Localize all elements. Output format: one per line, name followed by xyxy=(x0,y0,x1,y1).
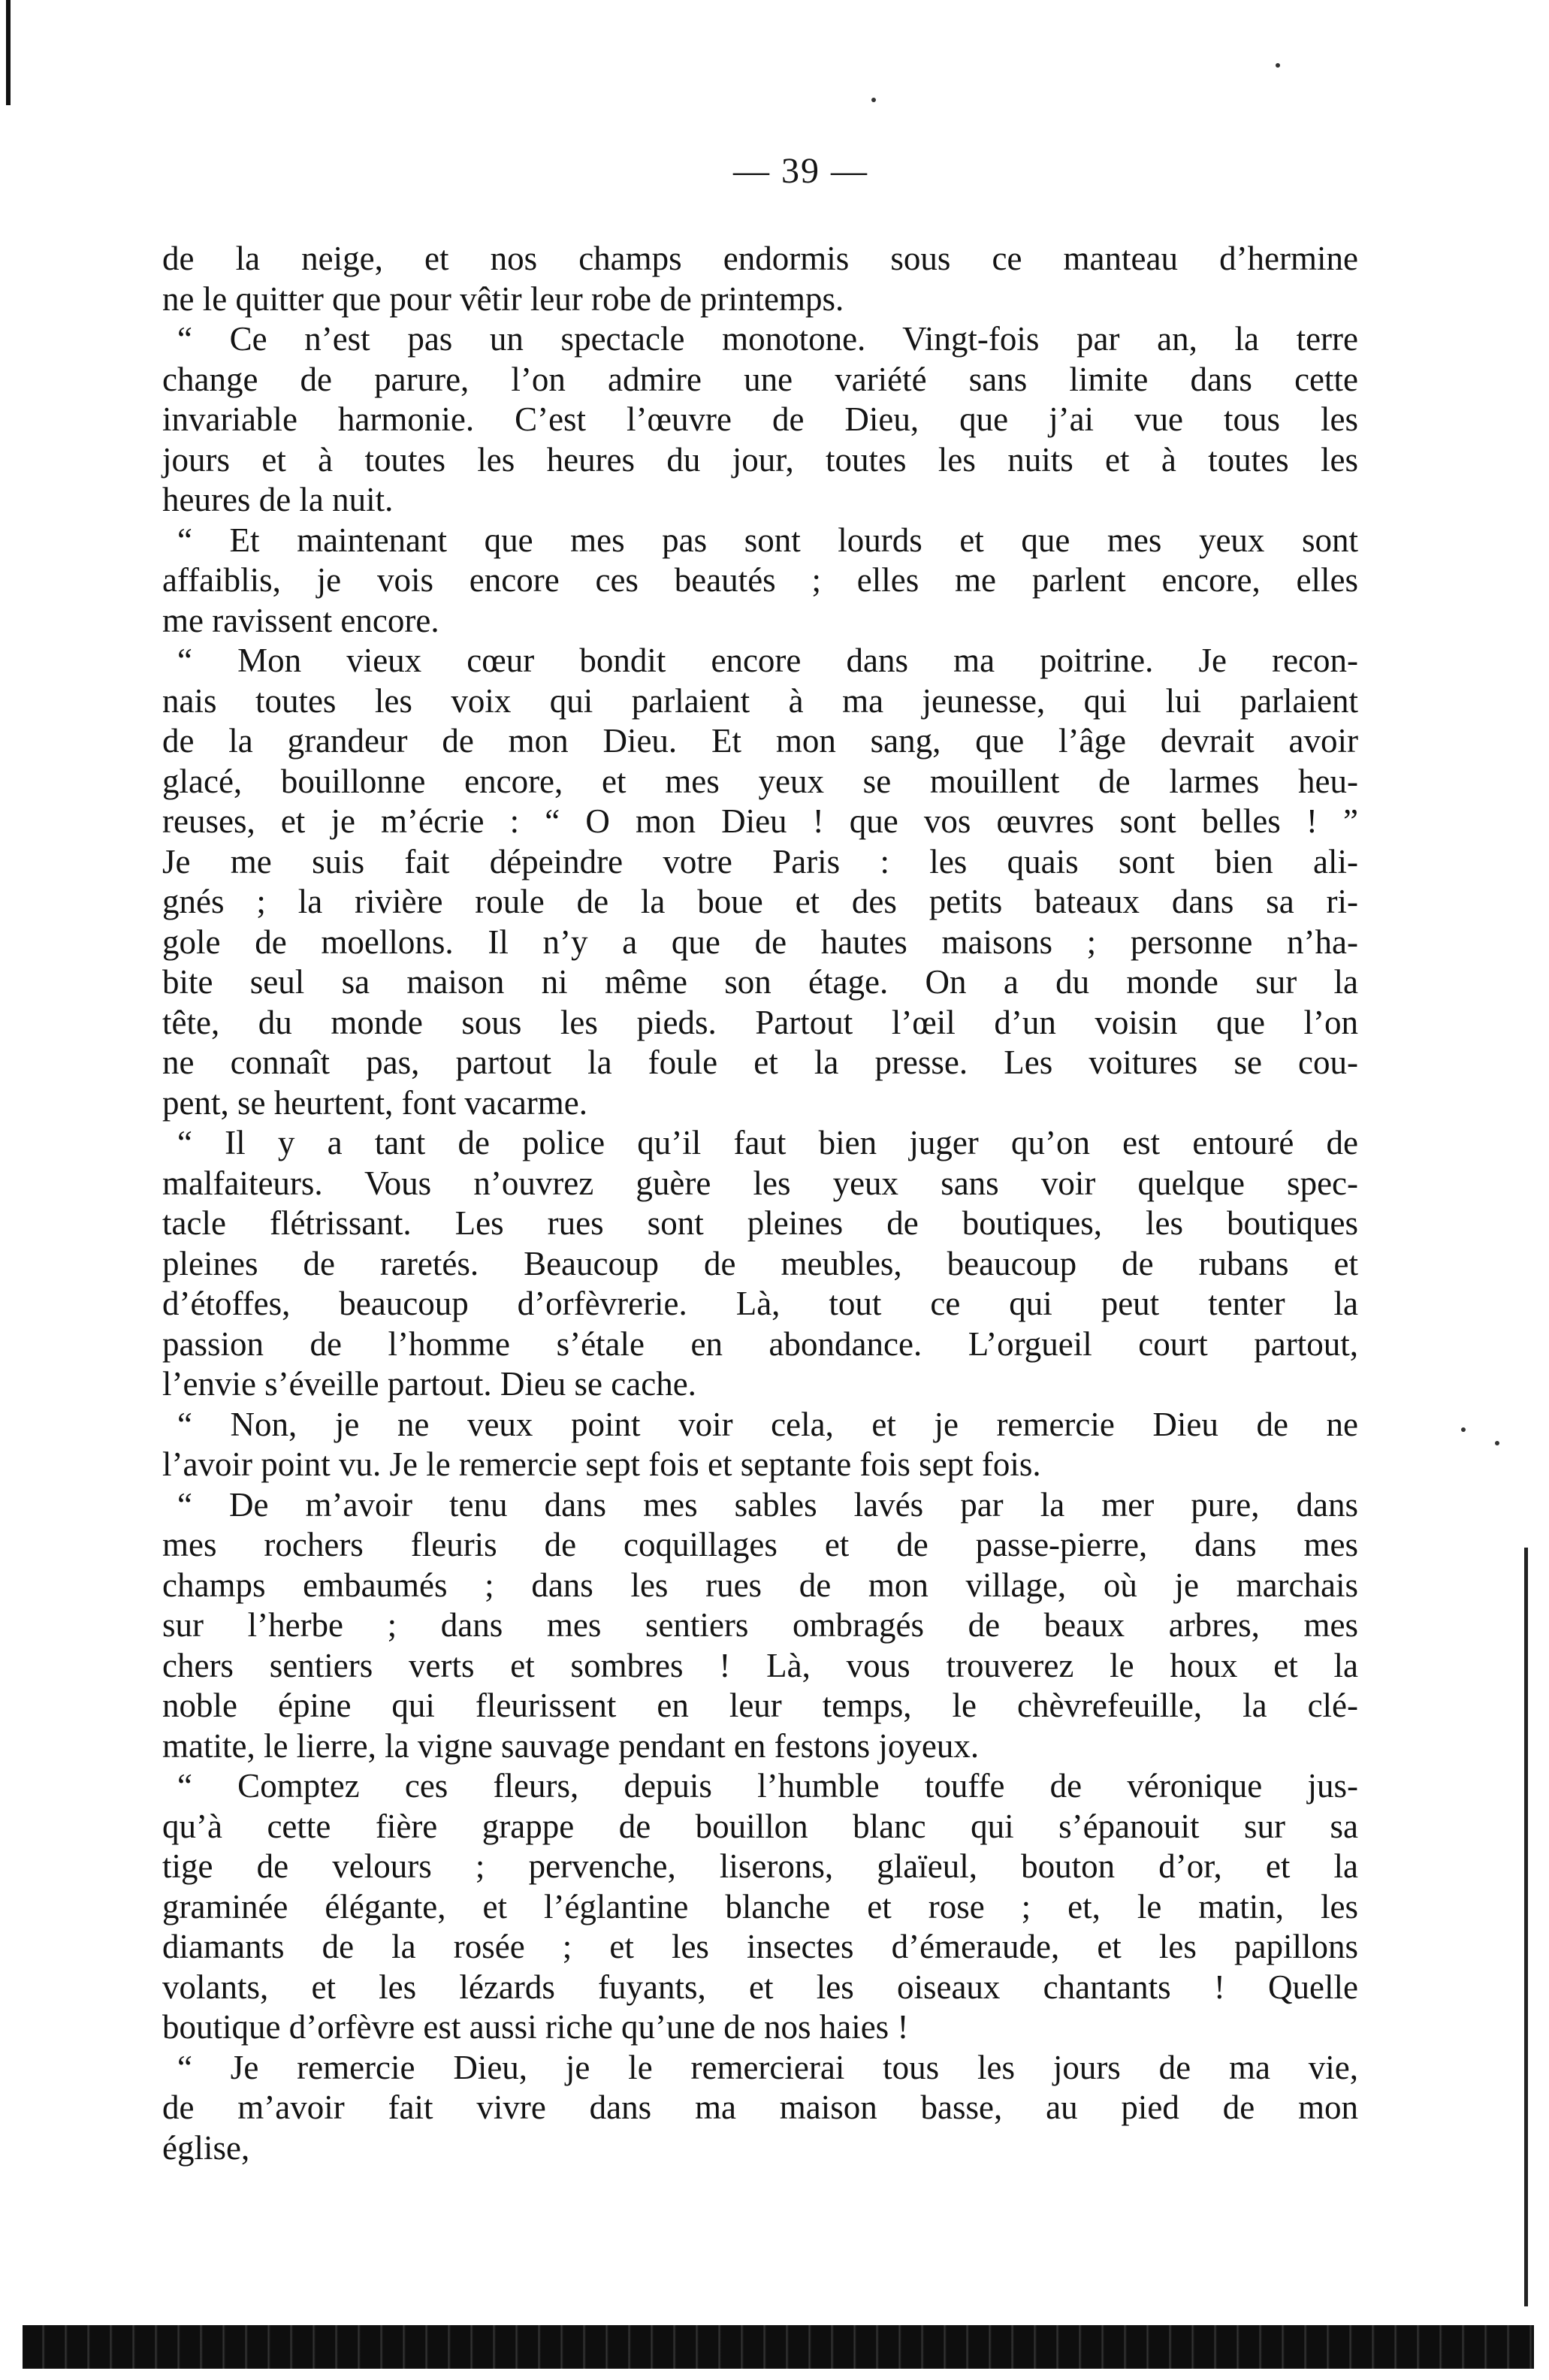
text-line: change de parure, l’on admire une variété sans limite dans cette xyxy=(162,360,1358,398)
text-line: gole de moellons. Il n’y a que de hautes maisons ; personne n’ha- xyxy=(162,923,1358,961)
text-line: reuses, et je m’écrie : “ O mon Dieu ! que vos œuvres sont belles ! ” xyxy=(162,802,1358,840)
page-number: — 39 — xyxy=(733,151,868,191)
text-line: “ Et maintenant que mes pas sont lourds et que mes yeux sont xyxy=(177,521,1358,559)
text-line: “ Comptez ces fleurs, depuis l’humble touffe de véronique jus- xyxy=(177,1767,1358,1805)
text-line: de la neige, et nos champs endormis sous ce manteau d’hermine xyxy=(162,240,1358,277)
text-line: l’envie s’éveille partout. Dieu se cache. xyxy=(162,1365,696,1403)
scan-speck xyxy=(1276,63,1280,68)
text-line: tête, du monde sous les pieds. Partout l’œil d’un voisin que l’on xyxy=(162,1003,1358,1041)
text-line: noble épine qui fleurissent en leur temps, le chèvrefeuille, la clé- xyxy=(162,1687,1358,1724)
text-line: “ De m’avoir tenu dans mes sables lavés par la mer pure, dans xyxy=(177,1485,1358,1524)
text-line: de la grandeur de mon Dieu. Et mon sang, que l’âge devrait avoir xyxy=(162,722,1358,760)
text-line: boutique d’orfèvre est aussi riche qu’une de nos haies ! xyxy=(162,2008,909,2046)
text-line: champs embaumés ; dans les rues de mon village, où je marchais xyxy=(162,1566,1358,1604)
text-line: glacé, bouillonne encore, et mes yeux se mouillent de larmes heu- xyxy=(162,762,1358,800)
text-line: “ Je remercie Dieu, je le remercierai tous les jours de ma vie, xyxy=(177,2048,1358,2086)
scan-speck xyxy=(1461,1427,1466,1432)
text-line: invariable harmonie. C’est l’œuvre de Dieu, que j’ai vue tous les xyxy=(162,400,1358,438)
text-line: qu’à cette fière grappe de bouillon blanc qui s’épanouit sur sa xyxy=(162,1807,1358,1845)
text-line: “ Il y a tant de police qu’il faut bien juger qu’on est entouré de xyxy=(177,1124,1358,1161)
text-line: pleines de raretés. Beaucoup de meubles, beaucoup de rubans et xyxy=(162,1244,1358,1282)
text-line: mes rochers fleuris de coquillages et de passe-pierre, dans mes xyxy=(162,1526,1358,1563)
text-line: gnés ; la rivière roule de la boue et des petits bateaux dans sa ri- xyxy=(162,883,1358,920)
left-edge-rule xyxy=(6,0,11,105)
text-line: bite seul sa maison ni même son étage. On a du monde sur la xyxy=(162,963,1358,1001)
text-line: l’avoir point vu. Je le remercie sept fois et septante fois sept fois. xyxy=(162,1445,1041,1483)
text-line: heures de la nuit. xyxy=(162,481,394,518)
text-line: église, xyxy=(162,2128,250,2167)
text-line: nais toutes les voix qui parlaient à ma jeunesse, qui lui parlaient xyxy=(162,681,1358,720)
text-line: diamants de la rosée ; et les insectes d’émeraude, et les papillons xyxy=(162,1928,1358,1965)
text-line: de m’avoir fait vivre dans ma maison basse, au pied de mon xyxy=(162,2089,1358,2126)
text-line: matite, le lierre, la vigne sauvage pendant en festons joyeux. xyxy=(162,1726,980,1765)
text-line: tacle flétrissant. Les rues sont pleines de boutiques, les boutiques xyxy=(162,1204,1358,1242)
text-line: graminée élégante, et l’églantine blanche et rose ; et, le matin, les xyxy=(162,1887,1358,1925)
text-line: malfaiteurs. Vous n’ouvrez guère les yeux sans voir quelque spec- xyxy=(162,1164,1358,1202)
text-line: tige de velours ; pervenche, liserons, glaïeul, bouton d’or, et la xyxy=(162,1847,1358,1885)
text-line: d’étoffes, beaucoup d’orfèvrerie. Là, tout ce qui peut tenter la xyxy=(162,1285,1358,1322)
scan-speck xyxy=(871,98,876,102)
text-line: jours et à toutes les heures du jour, toutes les nuits et à toutes les xyxy=(162,440,1358,479)
text-line: ne le quitter que pour vêtir leur robe de printemps. xyxy=(162,279,844,318)
scan-edge-band xyxy=(23,2325,1534,2369)
body-text xyxy=(162,239,1358,2168)
scan-speck xyxy=(1495,1441,1499,1445)
text-line: ne connaît pas, partout la foule et la presse. Les voitures se cou- xyxy=(162,1044,1358,1081)
text-line: affaiblis, je vois encore ces beautés ; elles me parlent encore, elles xyxy=(162,561,1358,599)
text-line: Je me suis fait dépeindre votre Paris : les quais sont bien ali- xyxy=(162,842,1358,880)
text-line: sur l’herbe ; dans mes sentiers ombragés de beaux arbres, mes xyxy=(162,1606,1358,1644)
text-line: me ravissent encore. xyxy=(162,601,439,639)
text-line: volants, et les lézards fuyants, et les oiseaux chantants ! Quelle xyxy=(162,1968,1358,2006)
text-line: pent, se heurtent, font vacarme. xyxy=(162,1083,588,1122)
text-line: passion de l’homme s’étale en abondance. L’orgueil court partout, xyxy=(162,1324,1358,1363)
text-line: “ Non, je ne veux point voir cela, et je remercie Dieu de ne xyxy=(177,1405,1358,1443)
text-line: “ Mon vieux cœur bondit encore dans ma poitrine. Je recon- xyxy=(177,642,1358,679)
right-edge-rule xyxy=(1524,1548,1528,2306)
text-line: chers sentiers verts et sombres ! Là, vous trouverez le houx et la xyxy=(162,1646,1358,1684)
text-line: “ Ce n’est pas un spectacle monotone. Vingt-fois par an, la terre xyxy=(177,320,1358,358)
